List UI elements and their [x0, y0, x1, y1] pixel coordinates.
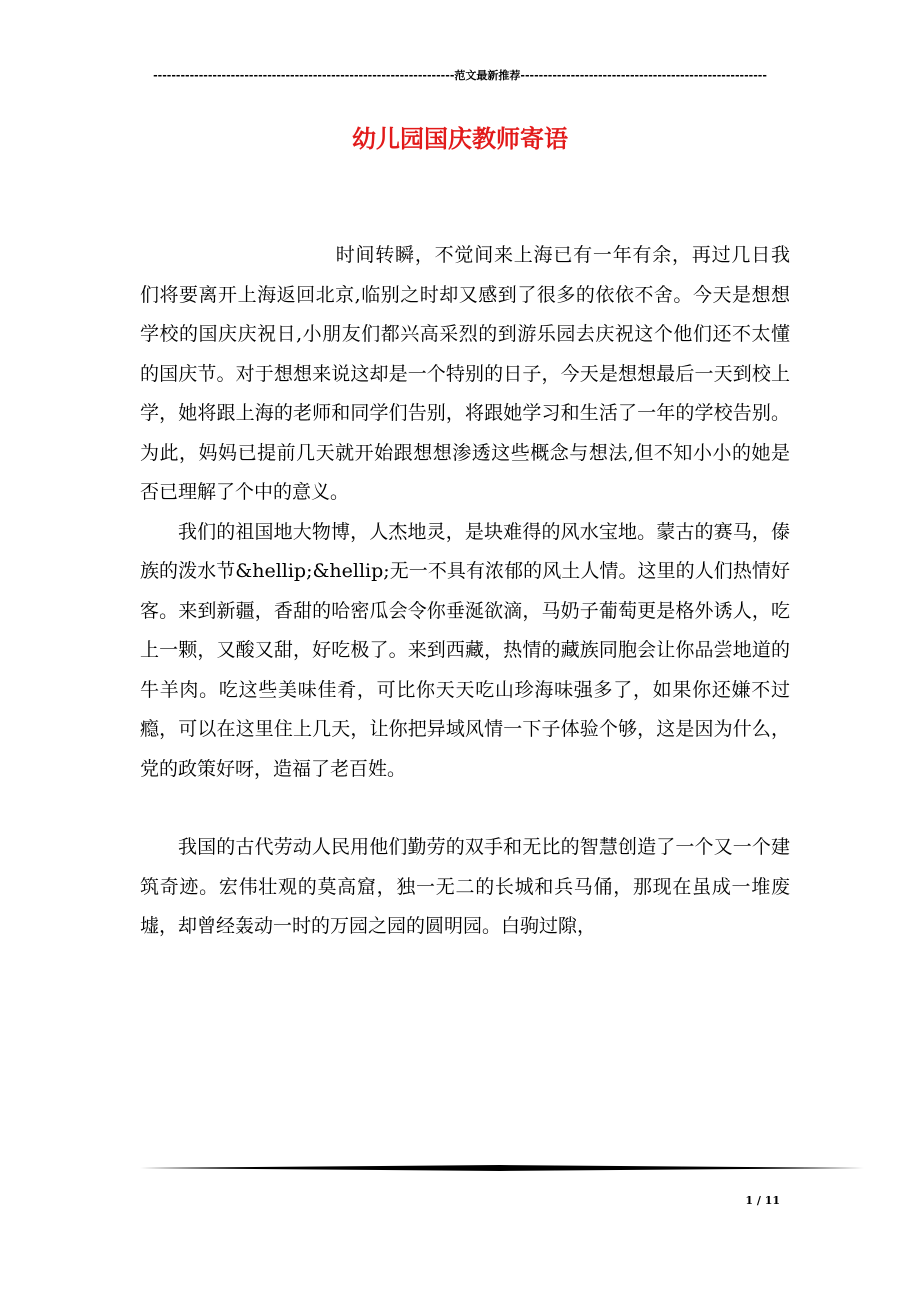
- body-paragraph: 时间转瞬，不觉间来上海已有一年有余，再过几日我们将要离开上海返回北京,临别之时却又感到了很多的依依不舍。今天是想想学校的国庆庆祝日,小朋友们都兴高采烈的到游乐园去庆祝这个他们还不太懂的国庆节。对于想想来说这却是一个特别的日子，今天是想想最后一天到校上学，她将跟上海的老师和同学们告别，将跟她学习和生活了一年的学校告别。为此，妈妈已提前几天就开始跟想想渗透这些概念与想法,但不知小小的她是否已理解了个中的意义。: [140, 244, 790, 503]
- header-banner: ------------------------------------------------------------------范文最新推荐------------------------------------------------------: [153, 69, 767, 82]
- body-paragraph: 我国的古代劳动人民用他们勤劳的双手和无比的智慧创造了一个又一个建筑奇迹。宏伟壮观的莫高窟，独一无二的长城和兵马俑，那现在虽成一堆废墟，却曾经轰动一时的万园之园的圆明园。白驹过隙，: [140, 836, 790, 937]
- document-body: [140, 236, 790, 947]
- body-paragraph: 我们的祖国地大物博，人杰地灵，是块难得的风水宝地。蒙古的赛马，傣族的泼水节&hellip;&hellip;无一不具有浓郁的风土人情。这里的人们热情好客。来到新疆，香甜的哈密瓜会令你垂涎欲滴，马奶子葡萄更是格外诱人，吃上一颗，又酸又甜，好吃极了。来到西藏，热情的藏族同胞会让你品尝地道的牛羊肉。吃这些美味佳肴，可比你天天吃山珍海味强多了，如果你还嫌不过瘾，可以在这里住上几天，让你把异域风情一下子体验个够，这是因为什么，党的政策好呀，造福了老百姓。: [140, 520, 790, 780]
- page-number: 1 / 11: [745, 1194, 780, 1207]
- document-title: 幼儿园国庆教师寄语: [352, 125, 568, 153]
- footer-divider: [140, 1162, 864, 1176]
